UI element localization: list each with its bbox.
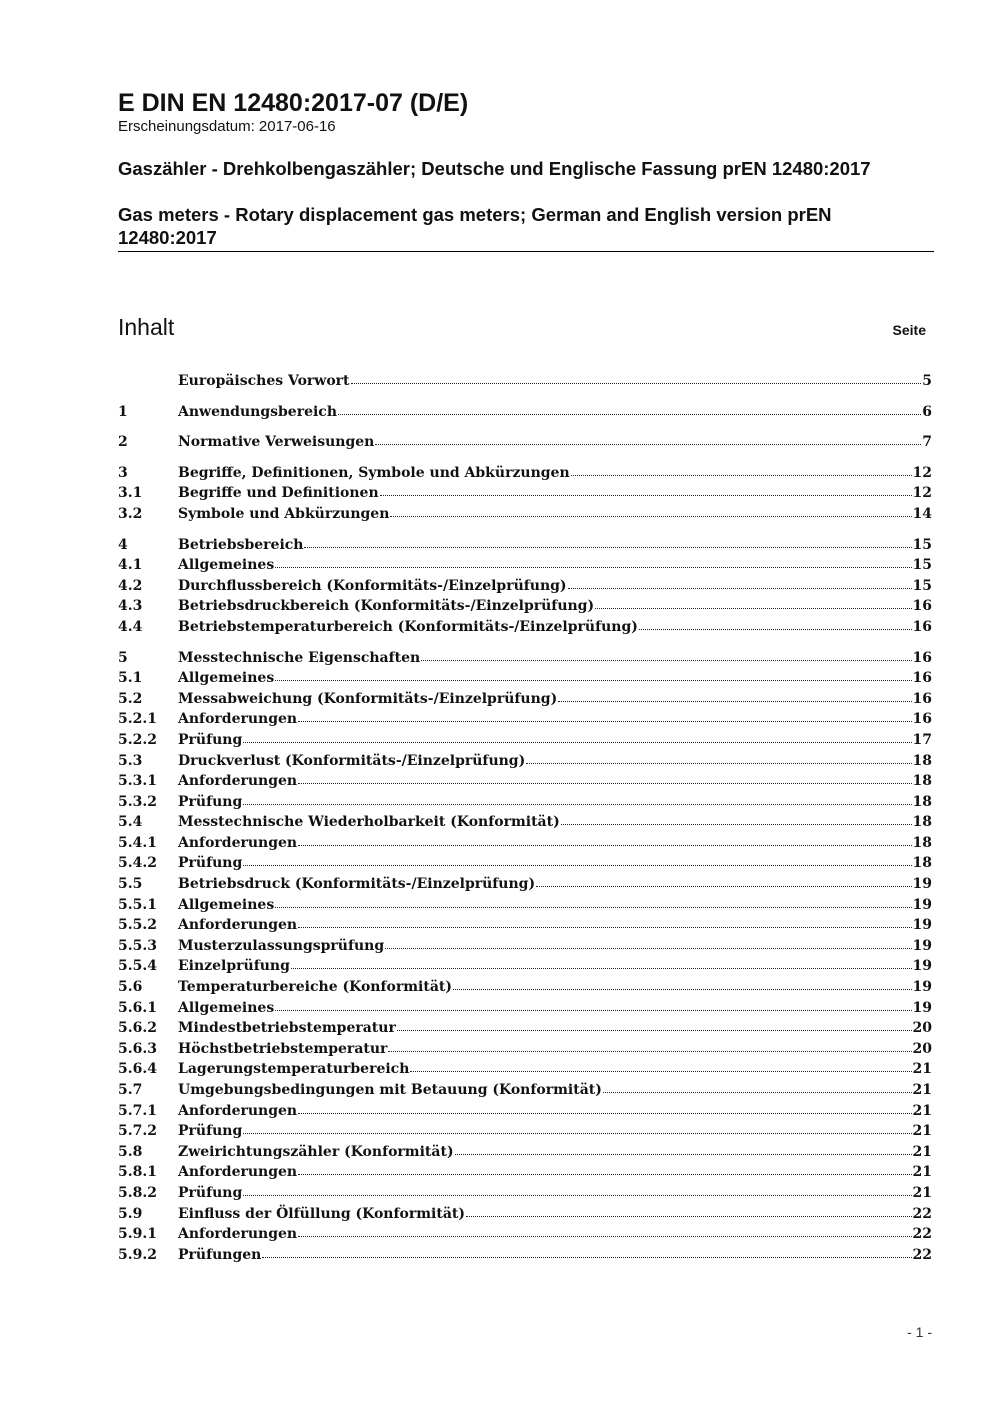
toc-entry-label: Prüfung bbox=[178, 731, 243, 748]
toc-entry-page: 22 bbox=[912, 1205, 932, 1222]
toc-dot-leader bbox=[298, 773, 911, 784]
toc-entry-label: Anforderungen bbox=[178, 834, 298, 851]
toc-dot-leader bbox=[453, 979, 912, 990]
toc-entry-label: Anforderungen bbox=[178, 1102, 298, 1119]
toc-entry[interactable] bbox=[118, 998, 932, 1019]
toc-entry-label: Mindestbetriebstemperatur bbox=[178, 1020, 396, 1037]
toc-entry-number: 5.3.1 bbox=[118, 773, 157, 790]
toc-entry-page: 19 bbox=[912, 999, 932, 1016]
toc-dot-leader bbox=[390, 506, 911, 517]
toc-entry[interactable] bbox=[118, 1142, 932, 1163]
toc-entry-label: Europäisches Vorwort bbox=[178, 373, 350, 389]
toc-entry-label: Temperaturbereiche (Konformität) bbox=[178, 979, 452, 996]
toc-entry[interactable] bbox=[118, 1204, 932, 1225]
page-number: - 1 - bbox=[907, 1324, 932, 1340]
toc-entry-page: 22 bbox=[912, 1246, 932, 1263]
toc-entry-page: 20 bbox=[912, 1040, 932, 1057]
toc-entry-page: 15 bbox=[912, 577, 932, 594]
toc-entry-number: 5.8.2 bbox=[118, 1184, 157, 1201]
title-english: Gas meters - Rotary displacement gas meters; German and English version prEN 12480:2017 bbox=[118, 203, 934, 252]
toc-entry-page: 15 bbox=[912, 557, 932, 574]
toc-entry[interactable] bbox=[118, 1224, 932, 1245]
toc-entry[interactable] bbox=[118, 1080, 932, 1101]
toc-entry-page: 5 bbox=[922, 373, 932, 389]
toc-dot-leader bbox=[298, 1226, 911, 1237]
toc-entry-page: 18 bbox=[912, 752, 932, 769]
toc-entry-label: Druckverlust (Konformitäts-/Einzelprüfung) bbox=[178, 752, 526, 769]
toc-dot-leader bbox=[639, 619, 912, 630]
toc-entry-number: 5.2 bbox=[118, 690, 143, 707]
toc-entry-number: 5.1 bbox=[118, 670, 143, 687]
toc-dot-leader bbox=[561, 814, 912, 825]
toc-entry[interactable] bbox=[118, 402, 932, 423]
toc-entry-number: 4.3 bbox=[118, 598, 143, 615]
toc-entry[interactable] bbox=[118, 915, 932, 936]
toc-entry-label: Prüfung bbox=[178, 1184, 243, 1201]
toc-entry-page: 19 bbox=[912, 896, 932, 913]
document-header bbox=[118, 88, 934, 252]
toc-entry[interactable] bbox=[118, 956, 932, 977]
toc-entry-page: 19 bbox=[912, 958, 932, 975]
toc-dot-leader bbox=[351, 373, 922, 384]
toc-entry-number: 5.2.2 bbox=[118, 731, 157, 748]
toc-entry-label: Messtechnische Eigenschaften bbox=[178, 649, 421, 666]
toc-entry-page: 7 bbox=[922, 434, 932, 451]
table-of-contents bbox=[118, 371, 932, 1265]
toc-entry-label: Betriebsdruckbereich (Konformitäts-/Einzelprüfung) bbox=[178, 598, 595, 615]
toc-entry-number: 5.6 bbox=[118, 979, 143, 996]
toc-dot-leader bbox=[298, 1164, 911, 1175]
toc-entry-label: Begriffe, Definitionen, Symbole und Abkürzungen bbox=[178, 464, 570, 481]
toc-entry-label: Höchstbetriebstemperatur bbox=[178, 1040, 388, 1057]
toc-entry[interactable] bbox=[118, 895, 932, 916]
toc-entry[interactable] bbox=[118, 1183, 932, 1204]
toc-entry[interactable] bbox=[118, 1245, 932, 1266]
toc-dot-leader bbox=[291, 958, 912, 969]
toc-entry-label: Anwendungsbereich bbox=[178, 403, 337, 420]
publication-date: Erscheinungsdatum: 2017-06-16 bbox=[118, 118, 336, 135]
toc-entry-label: Durchflussbereich (Konformitäts-/Einzelprüfung) bbox=[178, 577, 567, 594]
toc-entry[interactable] bbox=[118, 709, 932, 730]
toc-entry-number: 3.1 bbox=[118, 485, 143, 502]
toc-dot-leader bbox=[275, 897, 911, 908]
toc-entry-number: 4.4 bbox=[118, 618, 143, 635]
toc-entry-page: 12 bbox=[912, 464, 932, 481]
toc-entry[interactable] bbox=[118, 833, 932, 854]
toc-dot-leader bbox=[568, 578, 912, 589]
toc-dot-leader bbox=[375, 434, 921, 445]
toc-entry-page: 19 bbox=[912, 937, 932, 954]
toc-entry-page: 12 bbox=[912, 485, 932, 502]
toc-entry-label: Einfluss der Ölfüllung (Konformität) bbox=[178, 1205, 465, 1222]
toc-entry-number: 5 bbox=[118, 649, 128, 666]
toc-entry-page: 18 bbox=[912, 855, 932, 872]
toc-entry[interactable] bbox=[118, 432, 932, 453]
toc-entry-label: Prüfung bbox=[178, 1123, 243, 1140]
toc-entry-page: 17 bbox=[912, 731, 932, 748]
toc-entry-number: 5.5.2 bbox=[118, 917, 157, 934]
toc-entry-number: 5.8 bbox=[118, 1143, 143, 1160]
toc-entry-page: 18 bbox=[912, 834, 932, 851]
toc-entry-number: 4.2 bbox=[118, 577, 143, 594]
toc-entry-number: 5.5 bbox=[118, 876, 143, 893]
toc-entry-label: Normative Verweisungen bbox=[178, 434, 375, 451]
toc-entry-label: Anforderungen bbox=[178, 1164, 298, 1181]
toc-entry[interactable] bbox=[118, 1059, 932, 1080]
toc-dot-leader bbox=[338, 404, 921, 415]
toc-dot-leader bbox=[466, 1206, 912, 1217]
toc-entry[interactable] bbox=[118, 576, 932, 597]
toc-entry[interactable] bbox=[118, 1101, 932, 1122]
toc-dot-leader bbox=[298, 1103, 911, 1114]
toc-entry-label: Allgemeines bbox=[178, 557, 275, 574]
toc-entry-label: Allgemeines bbox=[178, 896, 275, 913]
toc-entry-number: 5.9.2 bbox=[118, 1246, 157, 1263]
toc-entry[interactable] bbox=[118, 771, 932, 792]
toc-dot-leader bbox=[397, 1020, 912, 1031]
toc-entry[interactable] bbox=[118, 977, 932, 998]
toc-entry-label: Prüfung bbox=[178, 855, 243, 872]
toc-entry-page: 16 bbox=[912, 618, 932, 635]
toc-entry-page: 18 bbox=[912, 814, 932, 831]
toc-entry-page: 19 bbox=[912, 979, 932, 996]
toc-entry[interactable] bbox=[118, 853, 932, 874]
toc-entry-page: 16 bbox=[912, 711, 932, 728]
toc-dot-leader bbox=[571, 465, 912, 476]
toc-entry[interactable] bbox=[118, 668, 932, 689]
toc-entry[interactable] bbox=[118, 1121, 932, 1142]
toc-title: Inhalt bbox=[118, 314, 175, 340]
toc-page-column-label: Seite bbox=[892, 322, 926, 338]
toc-entry-number: 1 bbox=[118, 403, 128, 420]
title-german: Gaszähler - Drehkolbengaszähler; Deutsche und Englische Fassung prEN 12480:2017 bbox=[118, 158, 871, 179]
toc-entry-page: 21 bbox=[912, 1164, 932, 1181]
toc-entry-number: 5.3 bbox=[118, 752, 143, 769]
toc-dot-leader bbox=[304, 537, 911, 548]
toc-entry-page: 18 bbox=[912, 773, 932, 790]
toc-heading bbox=[118, 314, 926, 341]
toc-entry-number: 5.3.2 bbox=[118, 793, 157, 810]
toc-entry-label: Anforderungen bbox=[178, 711, 298, 728]
toc-entry-number: 5.9.1 bbox=[118, 1226, 157, 1243]
toc-dot-leader bbox=[595, 598, 911, 609]
toc-entry-label: Allgemeines bbox=[178, 670, 275, 687]
toc-entry-number: 5.5.1 bbox=[118, 896, 157, 913]
toc-entry-number: 5.6.2 bbox=[118, 1020, 157, 1037]
toc-entry[interactable] bbox=[118, 371, 932, 392]
toc-entry[interactable] bbox=[118, 555, 932, 576]
toc-entry-label: Prüfung bbox=[178, 793, 243, 810]
toc-entry-number: 5.8.1 bbox=[118, 1164, 157, 1181]
toc-dot-leader bbox=[536, 876, 911, 887]
toc-entry[interactable] bbox=[118, 1039, 932, 1060]
toc-entry-label: Symbole und Abkürzungen bbox=[178, 505, 390, 522]
document-title: E DIN EN 12480:2017-07 (D/E) bbox=[118, 89, 469, 117]
toc-dot-leader bbox=[526, 753, 911, 764]
toc-entry-label: Prüfungen bbox=[178, 1246, 262, 1263]
toc-entry-label: Messtechnische Wiederholbarkeit (Konformität) bbox=[178, 814, 560, 831]
toc-entry[interactable] bbox=[118, 792, 932, 813]
toc-entry-page: 20 bbox=[912, 1020, 932, 1037]
toc-entry-number: 5.7.2 bbox=[118, 1123, 157, 1140]
toc-entry-number: 3 bbox=[118, 464, 128, 481]
toc-entry-page: 18 bbox=[912, 793, 932, 810]
toc-entry-number: 5.6.1 bbox=[118, 999, 157, 1016]
toc-entry[interactable] bbox=[118, 1018, 932, 1039]
toc-entry-page: 16 bbox=[912, 598, 932, 615]
toc-entry-label: Betriebsbereich bbox=[178, 536, 304, 553]
toc-dot-leader bbox=[421, 650, 911, 661]
toc-entry-number: 5.5.4 bbox=[118, 958, 157, 975]
toc-dot-leader bbox=[262, 1247, 911, 1258]
toc-entry-page: 21 bbox=[912, 1123, 932, 1140]
toc-entry[interactable] bbox=[118, 936, 932, 957]
toc-entry-number: 4.1 bbox=[118, 557, 143, 574]
toc-entry-number: 5.4 bbox=[118, 814, 143, 831]
toc-entry[interactable] bbox=[118, 648, 932, 669]
toc-entry-number: 5.2.1 bbox=[118, 711, 157, 728]
toc-entry-number: 5.4.1 bbox=[118, 834, 157, 851]
toc-dot-leader bbox=[243, 855, 911, 866]
toc-dot-leader bbox=[380, 485, 912, 496]
toc-entry-label: Anforderungen bbox=[178, 773, 298, 790]
toc-entry-number: 5.9 bbox=[118, 1205, 143, 1222]
toc-entry-page: 16 bbox=[912, 670, 932, 687]
toc-entry-label: Einzelprüfung bbox=[178, 958, 290, 975]
toc-entry-page: 19 bbox=[912, 917, 932, 934]
toc-entry-page: 21 bbox=[912, 1102, 932, 1119]
toc-entry-page: 21 bbox=[912, 1082, 932, 1098]
toc-entry[interactable] bbox=[118, 535, 932, 556]
toc-entry-page: 21 bbox=[912, 1184, 932, 1201]
toc-dot-leader bbox=[298, 711, 911, 722]
toc-entry[interactable] bbox=[118, 483, 932, 504]
toc-entry[interactable] bbox=[118, 812, 932, 833]
toc-entry[interactable] bbox=[118, 730, 932, 751]
toc-entry-label: Begriffe und Definitionen bbox=[178, 485, 379, 502]
toc-dot-leader bbox=[243, 1123, 911, 1134]
toc-entry-page: 16 bbox=[912, 649, 932, 666]
toc-entry[interactable] bbox=[118, 689, 932, 710]
toc-entry-label: Anforderungen bbox=[178, 1226, 298, 1243]
toc-entry-label: Umgebungsbedingungen mit Betauung (Konformität) bbox=[178, 1082, 602, 1098]
toc-dot-leader bbox=[298, 835, 911, 846]
toc-dot-leader bbox=[243, 732, 911, 743]
toc-entry-number: 3.2 bbox=[118, 505, 143, 522]
toc-entry-label: Anforderungen bbox=[178, 917, 298, 934]
toc-entry-number: 5.6.4 bbox=[118, 1061, 157, 1078]
toc-entry-label: Betriebsdruck (Konformitäts-/Einzelprüfung) bbox=[178, 876, 536, 893]
toc-dot-leader bbox=[275, 557, 911, 568]
toc-entry-page: 21 bbox=[912, 1143, 932, 1160]
toc-entry-label: Allgemeines bbox=[178, 999, 275, 1016]
toc-dot-leader bbox=[243, 1185, 911, 1196]
toc-entry-page: 16 bbox=[912, 690, 932, 707]
toc-dot-leader bbox=[603, 1082, 912, 1093]
toc-entry-label: Betriebstemperaturbereich (Konformitäts-/Einzelprüfung) bbox=[178, 618, 638, 635]
toc-entry-number: 4 bbox=[118, 536, 128, 553]
toc-entry-number: 5.7 bbox=[118, 1082, 143, 1098]
toc-entry-number: 2 bbox=[118, 434, 128, 451]
toc-dot-leader bbox=[410, 1061, 911, 1072]
toc-entry[interactable] bbox=[118, 751, 932, 772]
toc-dot-leader bbox=[298, 917, 911, 928]
toc-entry-page: 15 bbox=[912, 536, 932, 553]
toc-entry[interactable] bbox=[118, 617, 932, 638]
toc-entry-page: 6 bbox=[922, 403, 932, 420]
toc-entry[interactable] bbox=[118, 596, 932, 617]
toc-dot-leader bbox=[243, 794, 911, 805]
toc-entry[interactable] bbox=[118, 463, 932, 484]
toc-entry-number: 5.6.3 bbox=[118, 1040, 157, 1057]
toc-entry-number: 5.4.2 bbox=[118, 855, 157, 872]
toc-dot-leader bbox=[455, 1144, 912, 1155]
toc-entry[interactable] bbox=[118, 1162, 932, 1183]
toc-dot-leader bbox=[385, 938, 911, 949]
toc-dot-leader bbox=[275, 1000, 911, 1011]
toc-entry[interactable] bbox=[118, 874, 932, 895]
toc-dot-leader bbox=[388, 1041, 911, 1052]
toc-dot-leader bbox=[275, 670, 911, 681]
toc-entry[interactable] bbox=[118, 504, 932, 525]
toc-entry-page: 21 bbox=[912, 1061, 932, 1078]
toc-entry-number: 5.7.1 bbox=[118, 1102, 157, 1119]
toc-entry-number: 5.5.3 bbox=[118, 937, 157, 954]
toc-entry-label: Messabweichung (Konformitäts-/Einzelprüfung) bbox=[178, 690, 558, 707]
toc-entry-page: 19 bbox=[912, 876, 932, 893]
toc-entry-page: 14 bbox=[912, 505, 932, 522]
toc-dot-leader bbox=[558, 691, 911, 702]
toc-entry-label: Musterzulassungsprüfung bbox=[178, 937, 385, 954]
toc-entry-page: 22 bbox=[912, 1226, 932, 1243]
toc-entry-label: Zweirichtungszähler (Konformität) bbox=[178, 1143, 454, 1160]
toc-entry-label: Lagerungstemperaturbereich bbox=[178, 1061, 410, 1078]
